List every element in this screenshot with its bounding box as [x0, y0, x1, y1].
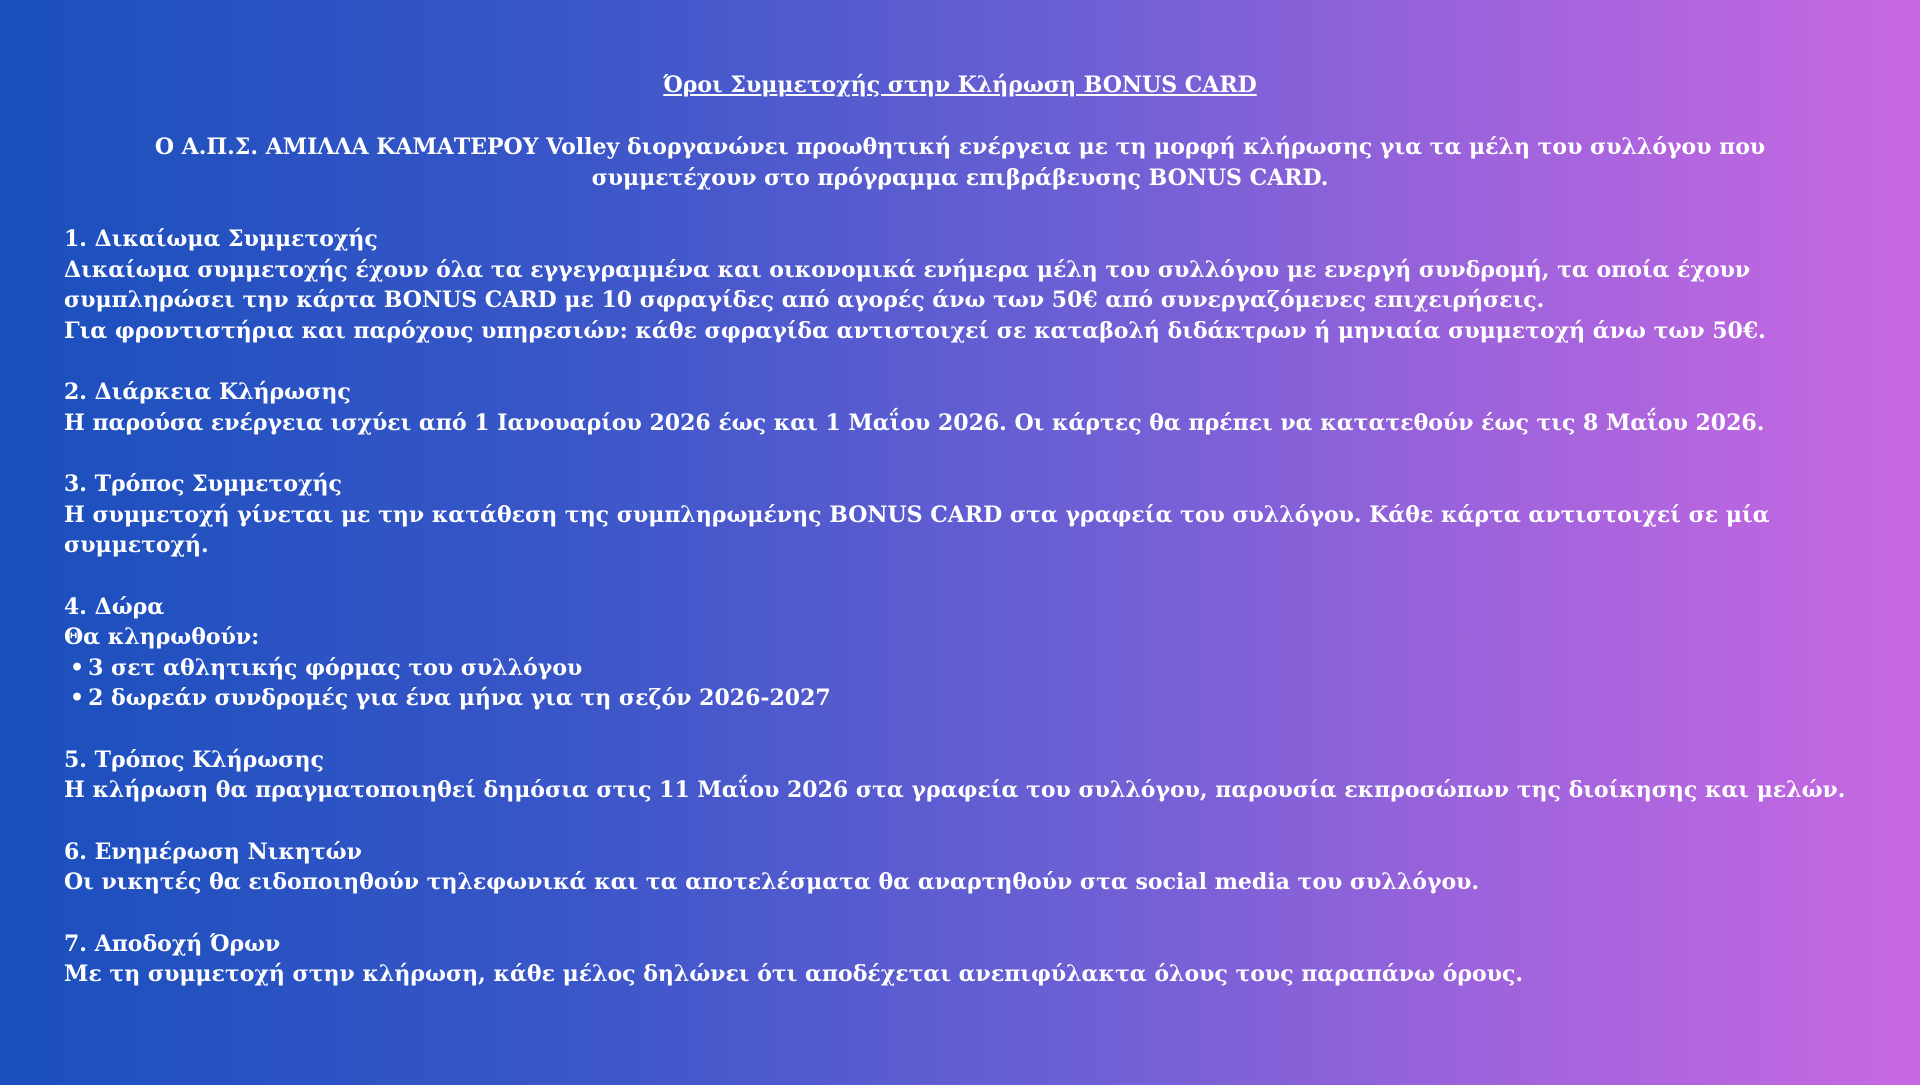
- document-title: Όροι Συμμετοχής στην Κλήρωση BONUS CARD: [663, 72, 1257, 98]
- section-duration: [64, 377, 1856, 438]
- list-item: • 3 σετ αθλητικής φόρμας του συλλόγου: [70, 653, 1856, 684]
- section-heading: 7. Αποδοχή Όρων: [64, 930, 281, 957]
- section-heading: 5. Τρόπος Κλήρωσης: [64, 746, 324, 773]
- section-text: Θα κληρωθούν:: [64, 624, 260, 650]
- section-heading: 4. Δώρα: [64, 593, 165, 620]
- section-winner-notification: [64, 837, 1856, 898]
- section-text: Η παρούσα ενέργεια ισχύει από 1 Ιανουαρίου 2026 έως και 1 Μαΐου 2026. Οι κάρτες θα πρέπει να κατατεθούν έως τις 8 Μαΐου 2026.: [64, 409, 1765, 436]
- section-heading: 1. Δικαίωμα Συμμετοχής: [64, 226, 378, 252]
- section-heading: 6. Ενημέρωση Νικητών: [64, 838, 362, 865]
- section-participation: [64, 469, 1856, 561]
- section-eligibility: [64, 224, 1856, 346]
- section-heading: 3. Τρόπος Συμμετοχής: [64, 471, 342, 497]
- section-text: Η κλήρωση θα πραγματοποιηθεί δημόσια στις 11 Μαΐου 2026 στα γραφεία του συλλόγου, παρουσία εκπροσώπων της διοίκησης και μελών.: [64, 777, 1846, 803]
- section-acceptance: [64, 929, 1856, 990]
- intro-paragraph: Ο Α.Π.Σ. ΑΜΙΛΛΑ ΚΑΜΑΤΕΡΟΥ Volley διοργανώνει προωθητική ενέργεια με τη μορφή κλήρωσης για τα μέλη του συλλόγου που συμμετέχουν στο πρόγραμμα επιβράβευσης BONUS CARD.: [154, 134, 1766, 191]
- section-draw-method: [64, 745, 1856, 806]
- section-text: Δικαίωμα συμμετοχής έχουν όλα τα εγγεγραμμένα και οικονομικά ενήμερα μέλη του συλλόγου με ενεργή συνδρομή, τα οποία έχουν συμπληρώσει την κάρτα BONUS CARD με 10 σφραγίδες από αγορές άνω των 50€ από συνεργαζόμενες επιχειρήσεις.: [64, 256, 1751, 313]
- section-prizes: [64, 592, 1856, 714]
- section-text: Η συμμετοχή γίνεται με την κατάθεση της συμπληρωμένης BONUS CARD στα γραφεία του συλλόγου. Κάθε κάρτα αντιστοιχεί σε μία συμμετοχή.: [64, 501, 1770, 558]
- section-text: Για φροντιστήρια και παρόχους υπηρεσιών: κάθε σφραγίδα αντιστοιχεί σε καταβολή διδάκτρων ή μηνιαία συμμετοχή άνω των 50€.: [64, 317, 1766, 344]
- section-text: Με τη συμμετοχή στην κλήρωση, κάθε μέλος δηλώνει ότι αποδέχεται ανεπιφύλακτα όλους τους παραπάνω όρους.: [64, 961, 1524, 987]
- prize-list: [64, 653, 1856, 714]
- section-heading: 2. Διάρκεια Κλήρωσης: [64, 379, 351, 405]
- list-item: • 2 δωρεάν συνδρομές για ένα μήνα για τη σεζόν 2026-2027: [70, 683, 1856, 714]
- section-text: Οι νικητές θα ειδοποιηθούν τηλεφωνικά και τα αποτελέσματα θα αναρτηθούν στα social media του συλλόγου.: [64, 869, 1480, 895]
